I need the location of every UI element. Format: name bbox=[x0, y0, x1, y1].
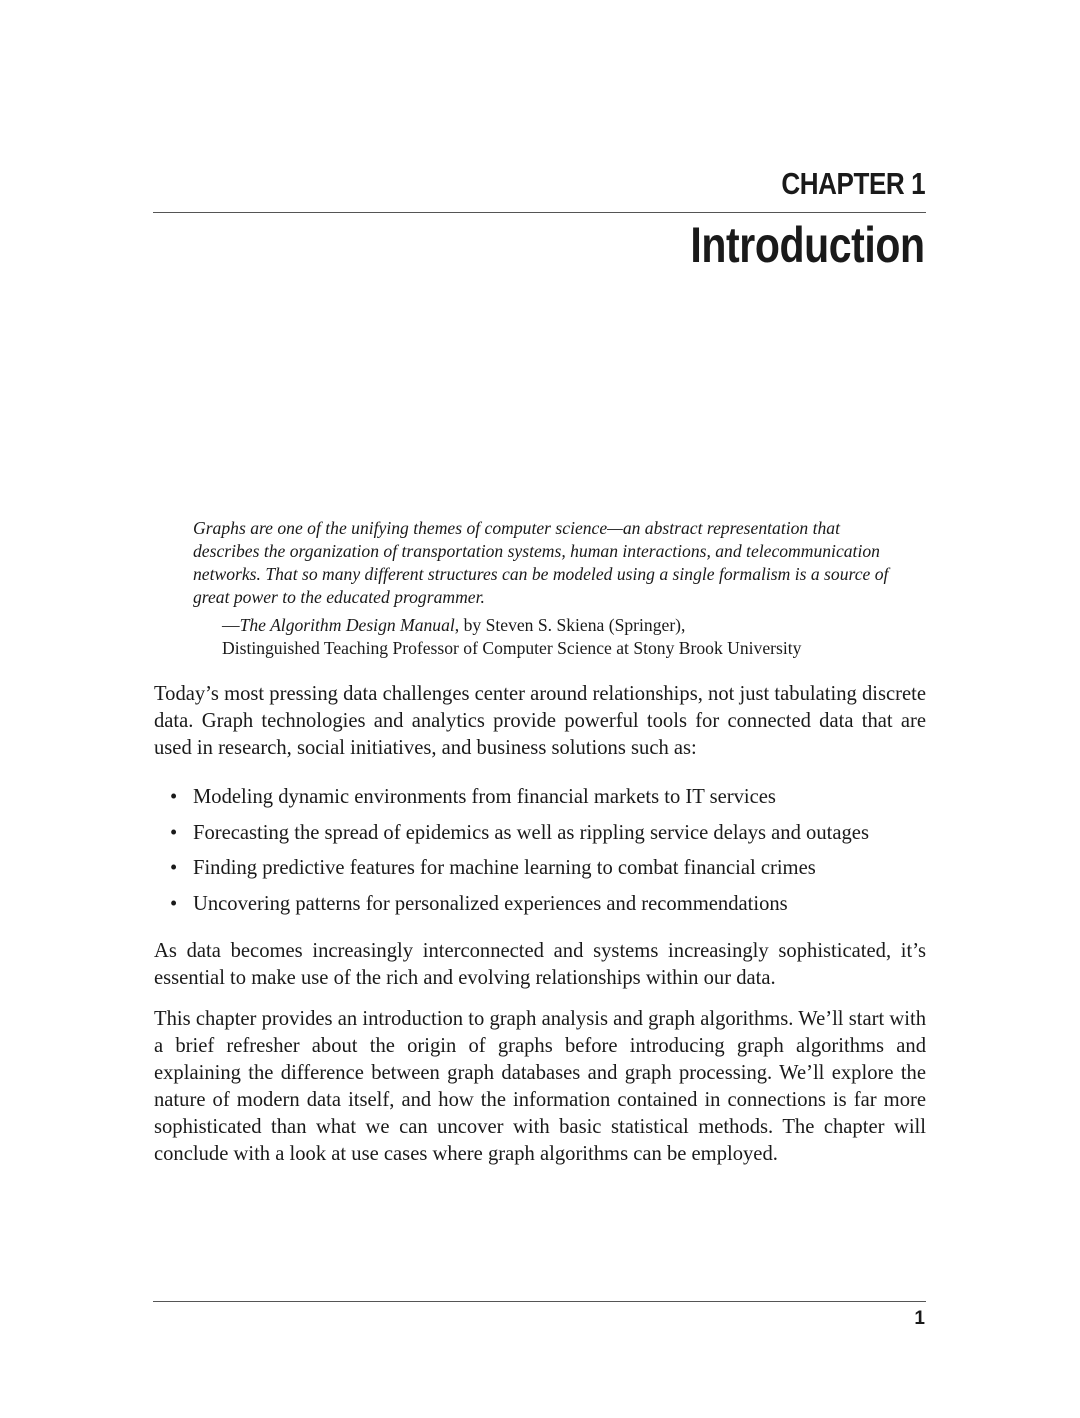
attribution-book-title: The Algorithm Design Manual bbox=[239, 615, 455, 635]
attribution-by-line: , by Steven S. Skiena (Springer), bbox=[454, 615, 686, 635]
chapter-label: CHAPTER 1 bbox=[781, 166, 925, 201]
header-divider bbox=[153, 212, 926, 213]
page-number: 1 bbox=[914, 1308, 925, 1329]
intro-paragraph: Today’s most pressing data challenges center around relationships, not just tabulating discrete data. Graph technologies and analytics provide powerful tools for connected data that are used in research, social initiatives, and business solutions such as: bbox=[154, 683, 926, 759]
data-paragraph: As data becomes increasingly interconnected and systems increasingly sophisticated, it’s essential to make use of the rich and evolving relationships within our data. bbox=[154, 940, 926, 989]
list-item bbox=[168, 820, 938, 856]
use-case-list bbox=[168, 784, 938, 926]
epigraph-quote: Graphs are one of the unifying themes of computer science—an abstract representation that describes the organization of transportation systems, human interactions, and telecommunication networks. That so many different structures can be modeled using a single formalism is a source of great power to the educated programmer. bbox=[193, 518, 889, 607]
list-item bbox=[168, 891, 938, 927]
chapter-title: Introduction bbox=[690, 217, 925, 273]
list-item-text: Forecasting the spread of epidemics as well as rippling service delays and outages bbox=[193, 821, 869, 844]
list-item-text: Modeling dynamic environments from financial markets to IT services bbox=[193, 786, 776, 808]
bullet-icon: • bbox=[170, 892, 178, 915]
attribution-dash: — bbox=[222, 615, 240, 635]
list-item bbox=[168, 855, 938, 891]
bullet-icon: • bbox=[170, 857, 178, 879]
footer-divider bbox=[153, 1301, 926, 1302]
attribution-credential: Distinguished Teaching Professor of Computer Science at Stony Brook University bbox=[222, 638, 802, 658]
chapter-overview-paragraph: This chapter provides an introduction to graph analysis and graph algorithms. We’ll start with a brief refresher about the origin of graphs before introducing graph algorithms and explaining the difference between graph databases and graph processing. We’ll explore the nature of modern data itself, and how the information contained in connections is far more sophisticated than what we can uncover with basic statistical methods. The chapter will conclude with a look at use cases where graph algorithms can be employed. bbox=[154, 1008, 926, 1165]
list-item bbox=[168, 784, 938, 820]
epigraph-attribution bbox=[222, 614, 922, 660]
bullet-icon: • bbox=[170, 821, 178, 844]
list-item-text: Uncovering patterns for personalized experiences and recommendations bbox=[193, 892, 788, 915]
bullet-icon: • bbox=[170, 786, 178, 808]
list-item-text: Finding predictive features for machine learning to combat financial crimes bbox=[193, 857, 816, 879]
